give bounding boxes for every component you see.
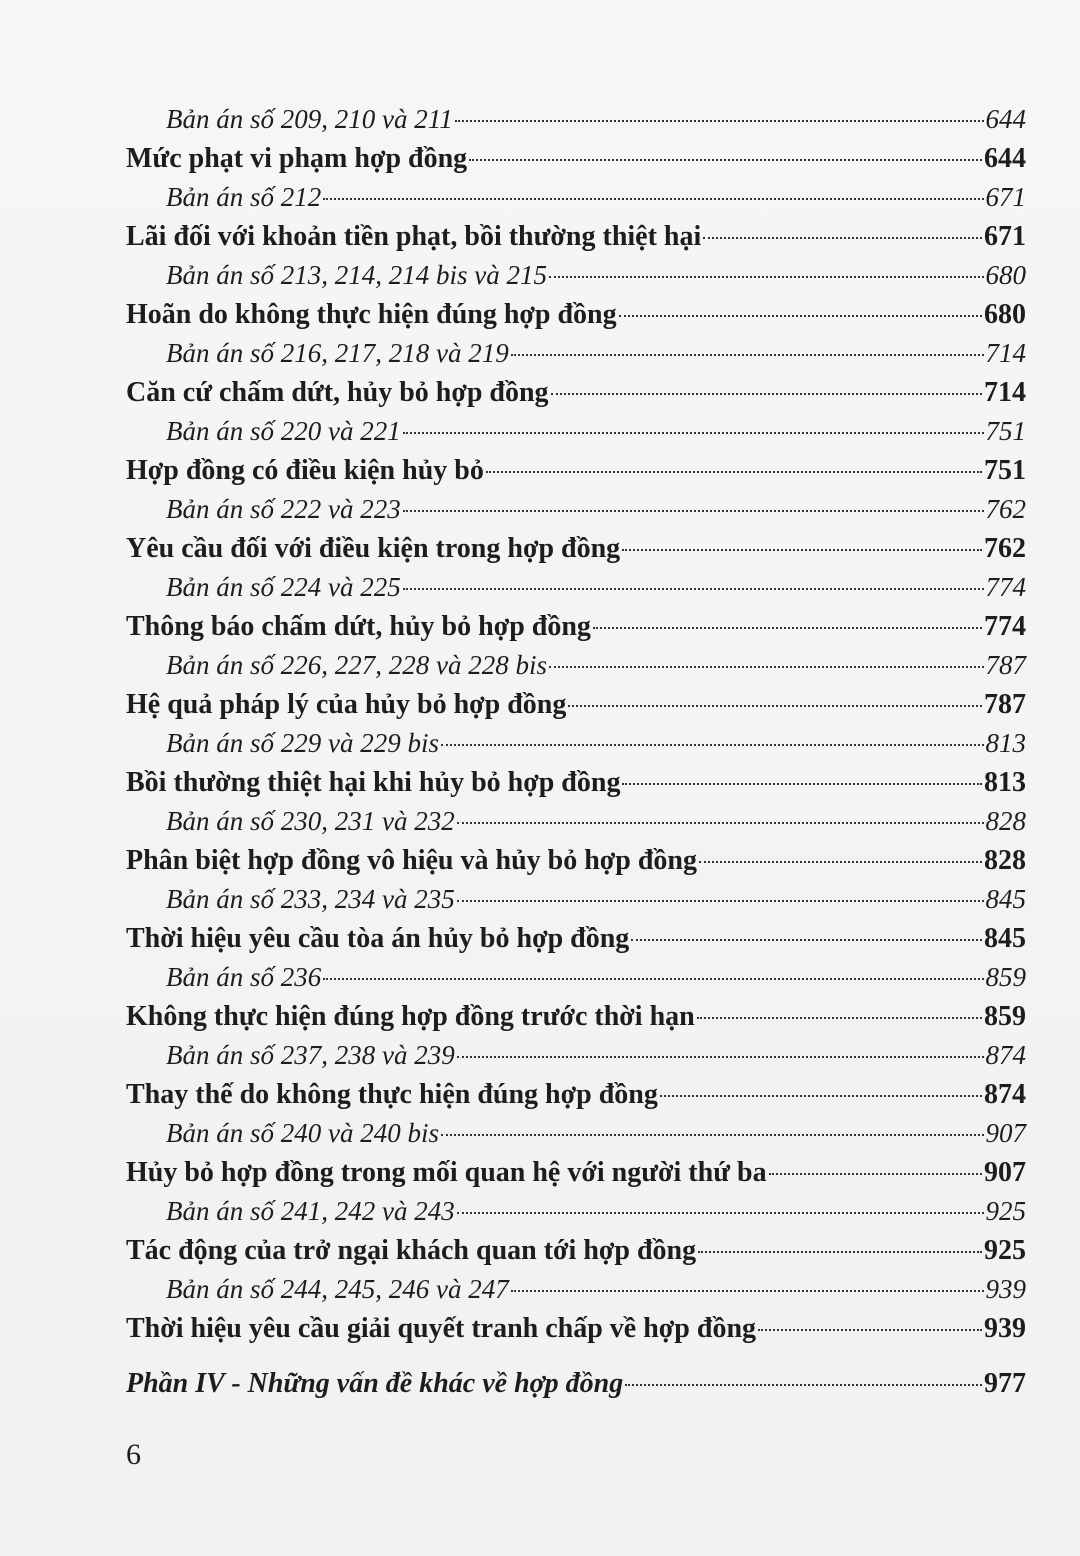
toc-entry-section [126,607,1026,646]
toc-entry-label: Bản án số 209, 210 và 211 [166,104,453,134]
toc-entry-case [126,412,1026,451]
toc-entry-label: Bản án số 240 và 240 bis [166,1118,439,1148]
toc-entry-page: 787 [984,689,1026,720]
toc-entry-case [126,1270,1026,1309]
toc-entry-section [126,1075,1026,1114]
toc-entry-page: 774 [984,611,1026,642]
toc-entry-label: Bản án số 222 và 223 [166,494,401,524]
toc-entry-page: 751 [985,416,1026,446]
toc-entry-page: 925 [984,1235,1026,1266]
dot-leader [593,627,982,629]
toc-entry-case [126,802,1026,841]
toc-entry-section [126,295,1026,334]
dot-leader [660,1095,982,1097]
toc-entry-label: Bản án số 213, 214, 214 bis và 215 [166,260,547,290]
toc-entry-page: 859 [984,1001,1026,1032]
toc-entry-page: 644 [985,104,1026,134]
toc-entry-label: Yêu cầu đối với điều kiện trong hợp đồng [126,533,621,564]
dot-leader [403,432,984,434]
toc-entry-case [126,100,1026,139]
toc-entry-label: Bản án số 220 và 221 [166,416,401,446]
dot-leader [323,198,983,200]
toc-entry-label: Mức phạt vi phạm hợp đồng [126,143,468,174]
toc-entry-page: 644 [984,143,1026,174]
toc-entry-page: 939 [985,1274,1026,1304]
toc-entry-page: 680 [984,299,1026,330]
toc-entry-label: Thay thế do không thực hiện đúng hợp đồng [126,1079,658,1110]
dot-leader [699,861,982,863]
toc-entry-label: Hủy bỏ hợp đồng trong mối quan hệ với người thứ ba [126,1157,767,1188]
toc-entry-section [126,451,1026,490]
toc-entry-page: 874 [985,1040,1026,1070]
toc-entry-label: Bản án số 212 [166,182,322,212]
dot-leader [619,315,982,317]
toc-entry-section [126,373,1026,412]
dot-leader [511,1290,984,1292]
toc-entry-label: Lãi đối với khoản tiền phạt, bồi thường thiệt hại [126,221,702,252]
toc-entry-section [126,997,1026,1036]
toc-entry-label: Bản án số 236 [166,962,322,992]
toc-entry-page: 774 [985,572,1026,602]
page-number: 6 [126,1438,141,1471]
toc-entry-label: Bản án số 216, 217, 218 và 219 [166,338,509,368]
dot-leader [769,1173,982,1175]
toc-entry-page: 671 [984,221,1026,252]
dot-leader [703,237,982,239]
toc-entry-page: 714 [985,338,1026,368]
toc-entry-case [126,568,1026,607]
toc-entry-page: 939 [984,1313,1026,1344]
toc-entry-section [126,919,1026,958]
toc-entry-case [126,1192,1026,1231]
toc-entry-label: Phần IV - Những vấn đề khác về hợp đồng [126,1368,624,1399]
dot-leader [457,822,984,824]
toc-entry-page: 813 [985,728,1026,758]
table-of-contents [126,100,1026,1403]
dot-leader [441,1134,984,1136]
toc-entry-section [126,139,1026,178]
toc-entry-page: 714 [984,377,1026,408]
toc-entry-label: Bản án số 237, 238 và 239 [166,1040,455,1070]
dot-leader [469,159,982,161]
dot-leader [457,1212,984,1214]
toc-entry-page: 813 [984,767,1026,798]
toc-entry-page: 671 [985,182,1026,212]
toc-entry-label: Bản án số 226, 227, 228 và 228 bis [166,650,547,680]
toc-entry-label: Căn cứ chấm dứt, hủy bỏ hợp đồng [126,377,549,408]
dot-leader [698,1251,982,1253]
toc-entry-case [126,724,1026,763]
toc-entry-label: Thông báo chấm dứt, hủy bỏ hợp đồng [126,611,591,642]
toc-entry-label: Không thực hiện đúng hợp đồng trước thời hạn [126,1001,695,1032]
toc-entry-page: 907 [984,1157,1026,1188]
toc-entry-section [126,685,1026,724]
toc-entry-label: Bản án số 244, 245, 246 và 247 [166,1274,509,1304]
dot-leader [486,471,982,473]
toc-entry-label: Bản án số 230, 231 và 232 [166,806,455,836]
toc-entry-label: Hệ quả pháp lý của hủy bỏ hợp đồng [126,689,567,720]
toc-entry-label: Tác động của trở ngại khách quan tới hợp đồng [126,1235,697,1266]
toc-entry-case [126,256,1026,295]
dot-leader [631,939,982,941]
toc-entry-label: Bồi thường thiệt hại khi hủy bỏ hợp đồng [126,767,621,798]
toc-entry-label: Bản án số 233, 234 và 235 [166,884,455,914]
toc-entry-page: 762 [984,533,1026,564]
toc-entry-page: 977 [984,1368,1026,1399]
toc-entry-page: 828 [984,845,1026,876]
toc-entry-page: 762 [985,494,1026,524]
dot-leader [622,783,982,785]
dot-leader [549,276,984,278]
toc-entry-label: Thời hiệu yêu cầu giải quyết tranh chấp về hợp đồng [126,1313,757,1344]
dot-leader [457,1056,984,1058]
dot-leader [568,705,982,707]
toc-entry-case [126,1114,1026,1153]
dot-leader [549,666,984,668]
toc-entry-case [126,1036,1026,1075]
toc-entry-page: 859 [985,962,1026,992]
toc-entry-page: 680 [985,260,1026,290]
toc-entry-label: Hợp đồng có điều kiện hủy bỏ [126,455,484,486]
dot-leader [441,744,984,746]
toc-entry-case [126,880,1026,919]
toc-entry-case [126,958,1026,997]
toc-entry-section [126,841,1026,880]
dot-leader [622,549,982,551]
toc-entry-section [126,1153,1026,1192]
toc-entry-page: 907 [985,1118,1026,1148]
toc-entry-case [126,490,1026,529]
dot-leader [457,900,984,902]
toc-entry-section [126,763,1026,802]
toc-entry-label: Bản án số 241, 242 và 243 [166,1196,455,1226]
toc-entry-page: 751 [984,455,1026,486]
toc-entry-case [126,646,1026,685]
dot-leader [511,354,984,356]
toc-entry-section [126,1231,1026,1270]
toc-entry-page: 874 [984,1079,1026,1110]
toc-entry-label: Phân biệt hợp đồng vô hiệu và hủy bỏ hợp đồng [126,845,698,876]
dot-leader [323,978,983,980]
toc-entry-label: Hoãn do không thực hiện đúng hợp đồng [126,299,617,330]
dot-leader [697,1017,982,1019]
toc-entry-section [126,1309,1026,1348]
toc-entry-page: 925 [985,1196,1026,1226]
toc-entry-page: 787 [985,650,1026,680]
dot-leader [403,588,984,590]
dot-leader [625,1384,982,1386]
dot-leader [403,510,984,512]
toc-entry-part [126,1364,1026,1403]
dot-leader [758,1329,982,1331]
toc-entry-label: Bản án số 224 và 225 [166,572,401,602]
dot-leader [455,120,984,122]
toc-entry-page: 828 [985,806,1026,836]
toc-entry-section [126,217,1026,256]
toc-entry-case [126,178,1026,217]
toc-entry-page: 845 [985,884,1026,914]
toc-entry-section [126,529,1026,568]
dot-leader [551,393,982,395]
toc-entry-label: Bản án số 229 và 229 bis [166,728,439,758]
toc-entry-label: Thời hiệu yêu cầu tòa án hủy bỏ hợp đồng [126,923,630,954]
toc-entry-case [126,334,1026,373]
toc-entry-page: 845 [984,923,1026,954]
